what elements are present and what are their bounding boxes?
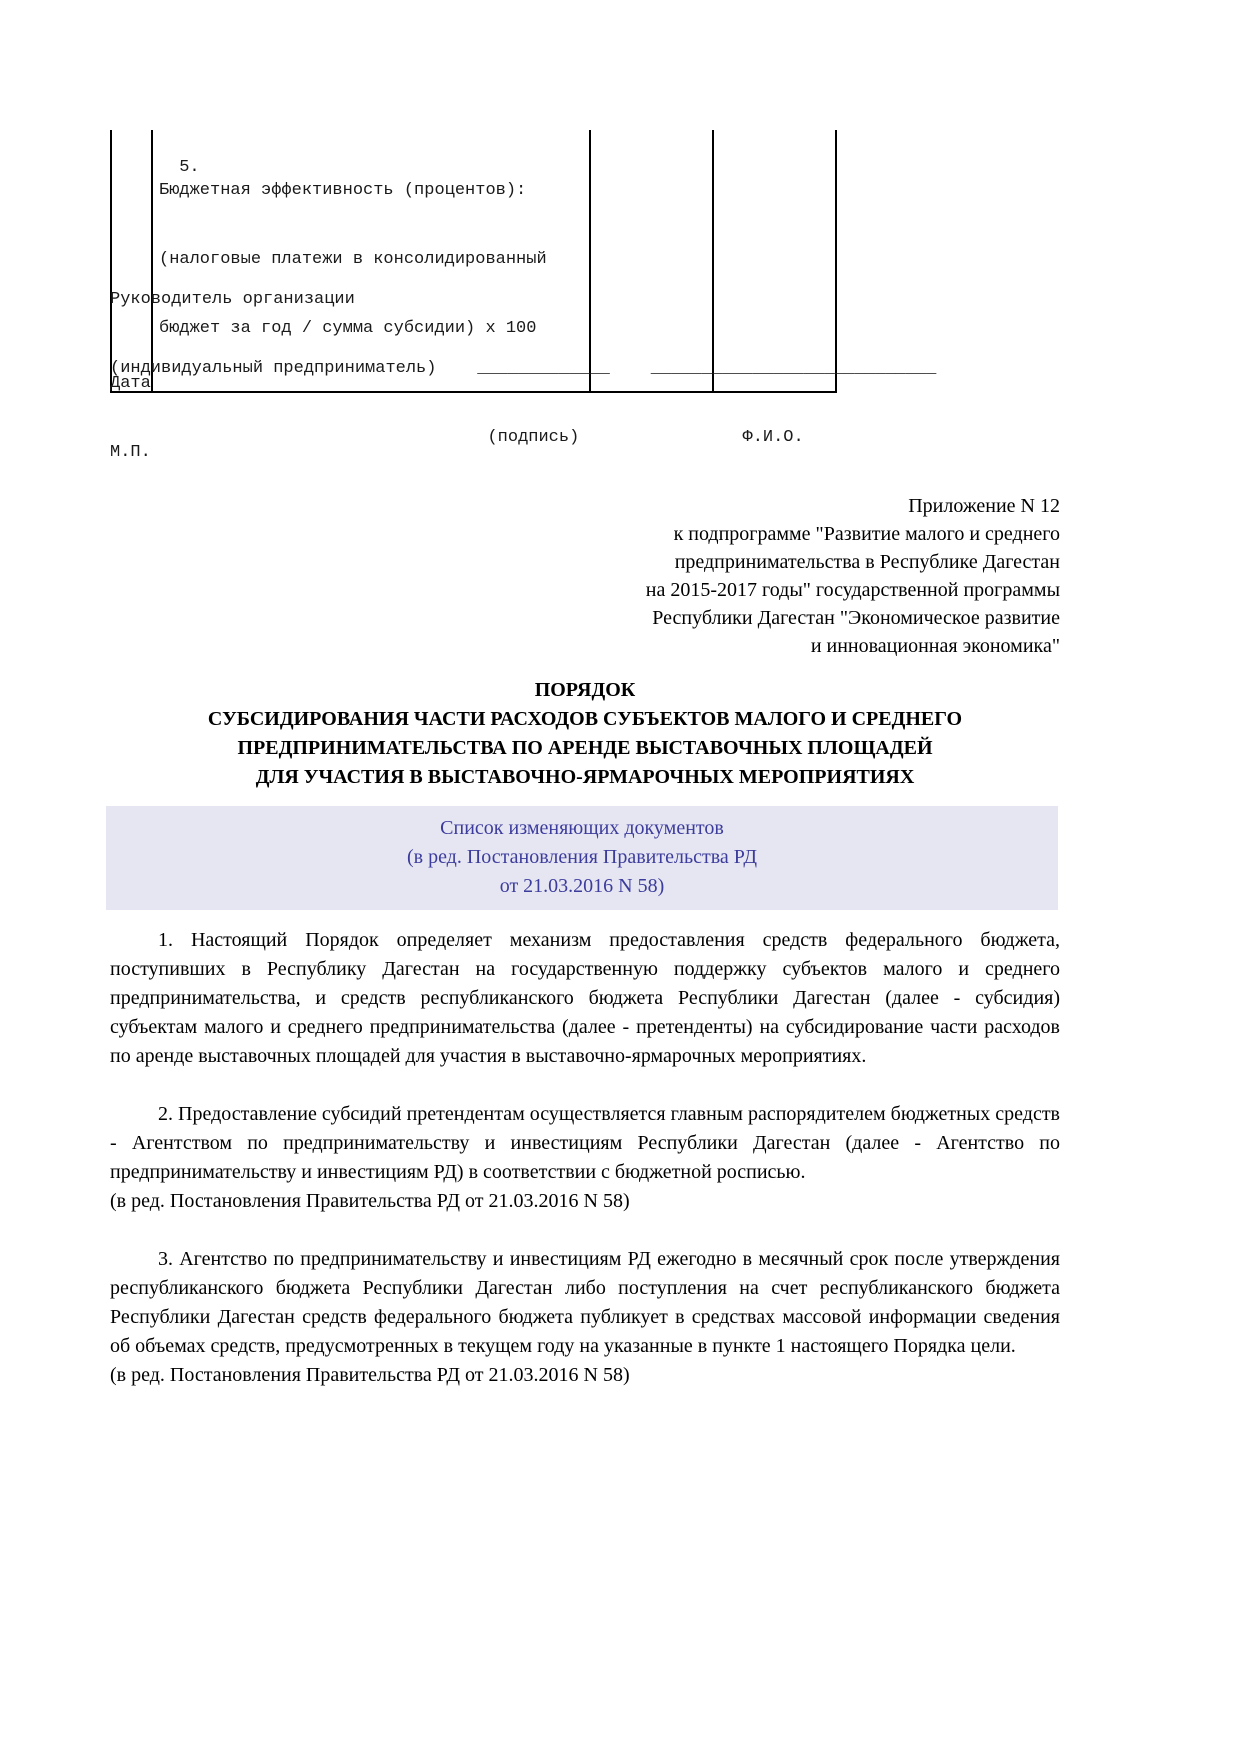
document-body [110, 926, 1060, 1390]
signature-head-line: Руководитель организации [110, 290, 355, 309]
amendments-box-line: (в ред. Постановления Правительства РД [406, 846, 758, 868]
stamp-label: М.П. [110, 443, 151, 462]
appendix-line: Приложение N 12 [908, 495, 1060, 517]
table-indicator-line: бюджет за год / сумма субсидии) х 100 [159, 319, 537, 338]
appendix-line: на 2015-2017 годы" государственной программы [645, 579, 1060, 601]
appendix-line: к подпрограмме "Развитие малого и среднего [673, 523, 1060, 545]
signature-fields-line: (индивидуальный предприниматель) _____________ ____________________________ [110, 359, 937, 378]
amendment-note-2: (в ред. Постановления Правительства РД от 21.03.2016 N 58) [110, 1190, 630, 1212]
document-title-line: ПРЕДПРИНИМАТЕЛЬСТВА ПО АРЕНДЕ ВЫСТАВОЧНЫХ ПЛОЩАДЕЙ [237, 737, 933, 759]
table-indicator-line: Бюджетная эффективность (процентов): [159, 181, 527, 200]
table-row-number: 5. [179, 158, 200, 177]
document-title [110, 676, 1060, 792]
appendix-line: Республики Дагестан "Экономическое развитие [652, 607, 1060, 629]
appendix-line: и инновационная экономика" [810, 635, 1060, 657]
document-title-line: ПОРЯДОК [534, 679, 636, 701]
amendments-box-line: Список изменяющих документов [440, 817, 724, 839]
paragraph-3: 3. Агентство по предпринимательству и инвестициям РД ежегодно в месячный срок после утверждения республиканского бюджета Республики Дагестан либо поступления на счет республиканского бюджета Республики Дагестан средств федерального бюджета публикует в средствах массовой информации сведения об объемах средств, предусмотренных в текущем году на указанные в пункте 1 настоящего Порядка цели. [110, 1248, 1060, 1357]
date-label: Дата [110, 374, 151, 393]
appendix-reference [340, 492, 1060, 660]
amendments-box [106, 806, 1058, 910]
document-title-line: СУБСИДИРОВАНИЯ ЧАСТИ РАСХОДОВ СУБЪЕКТОВ МАЛОГО И СРЕДНЕГО [207, 708, 963, 730]
document-title-line: ДЛЯ УЧАСТИЯ В ВЫСТАВОЧНО-ЯРМАРОЧНЫХ МЕРОПРИЯТИЯХ [255, 766, 915, 788]
table-indicator-line: (налоговые платежи в консолидированный [159, 250, 547, 269]
paragraph-2: 2. Предоставление субсидий претендентам осуществляется главным распорядителем бюджетных средств - Агентством по предпринимательству и инвестициям Республики Дагестан (далее - Агентство по предпринимательству и инвестициям РД) в соответствии с бюджетной росписью. [110, 1103, 1060, 1183]
paragraph-1: 1. Настоящий Порядок определяет механизм предоставления средств федерального бюджета, поступивших в Республику Дагестан на государственную поддержку субъектов малого и среднего предпринимательства, и средств республиканского бюджета Республики Дагестан (далее - субсидия) субъектам малого и среднего предпринимательства (далее - претенденты) на субсидирование части расходов по аренде выставочных площадей для участия в выставочно-ярмарочных мероприятиях. [110, 929, 1060, 1067]
appendix-line: предпринимательства в Республике Дагестан [674, 551, 1060, 573]
signature-labels-line: (подпись) Ф.И.О. [110, 428, 804, 447]
date-stamp-block [110, 326, 151, 510]
amendment-note-3: (в ред. Постановления Правительства РД от 21.03.2016 N 58) [110, 1364, 630, 1386]
signature-block [110, 242, 936, 495]
amendments-box-line: от 21.03.2016 N 58) [499, 875, 665, 897]
